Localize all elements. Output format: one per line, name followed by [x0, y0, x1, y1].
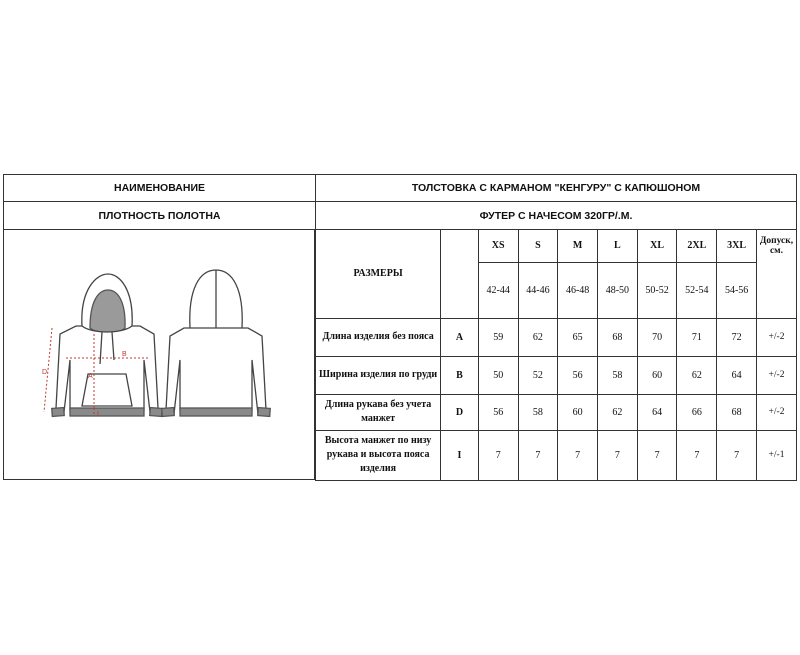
- cell-value: 50: [478, 356, 518, 394]
- density-row: [3, 202, 797, 230]
- cell-value: 66: [677, 394, 717, 430]
- cell-value: 7: [558, 430, 598, 480]
- marker-d: D: [42, 369, 48, 376]
- cell-value: 7: [717, 430, 757, 480]
- cell-value: 56: [478, 394, 518, 430]
- size-ru-xl: 50-52: [637, 262, 677, 318]
- cell-value: 62: [598, 394, 638, 430]
- cell-value: 56: [558, 356, 598, 394]
- row-code: D: [441, 394, 479, 430]
- size-ru-3xl: 54-56: [717, 262, 757, 318]
- cell-value: 7: [478, 430, 518, 480]
- code-header: [441, 230, 479, 318]
- row-code: A: [441, 318, 479, 356]
- product-name: ТОЛСТОВКА С КАРМАНОМ "КЕНГУРУ" С КАПЮШОНОМ: [315, 174, 797, 202]
- cell-value: 62: [677, 356, 717, 394]
- cell-value: 59: [478, 318, 518, 356]
- cell-value: 60: [558, 394, 598, 430]
- table-row: [316, 430, 797, 480]
- size-letters-row: [316, 230, 797, 262]
- size-chart-sheet: [3, 174, 797, 480]
- size-ru-s: 44-46: [518, 262, 558, 318]
- row-label: Длина изделия без пояса: [316, 318, 441, 356]
- size-letter-3xl: 3XL: [717, 230, 757, 262]
- cell-value: 7: [518, 430, 558, 480]
- size-letter-xs: XS: [478, 230, 518, 262]
- row-tolerance: +/-2: [757, 394, 797, 430]
- name-row: [3, 174, 797, 202]
- row-label: Длина рукава без учета манжет: [316, 394, 441, 430]
- size-ru-xs: 42-44: [478, 262, 518, 318]
- row-tolerance: +/-2: [757, 318, 797, 356]
- cell-value: 64: [717, 356, 757, 394]
- cell-value: 70: [637, 318, 677, 356]
- cell-value: 7: [598, 430, 638, 480]
- row-tolerance: +/-2: [757, 356, 797, 394]
- hoodie-drawing: [4, 230, 314, 478]
- size-letter-xl: XL: [637, 230, 677, 262]
- size-ru-l: 48-50: [598, 262, 638, 318]
- size-letter-l: L: [598, 230, 638, 262]
- size-ru-2xl: 52-54: [677, 262, 717, 318]
- tolerance-header: Допуск, см.: [757, 230, 797, 318]
- size-letter-s: S: [518, 230, 558, 262]
- cell-value: 7: [677, 430, 717, 480]
- cell-value: 62: [518, 318, 558, 356]
- row-code: B: [441, 356, 479, 394]
- marker-a: A: [88, 373, 93, 380]
- sizes-label: РАЗМЕРЫ: [316, 230, 441, 318]
- cell-value: 65: [558, 318, 598, 356]
- cell-value: 58: [598, 356, 638, 394]
- cell-value: 64: [637, 394, 677, 430]
- size-table-area: [3, 230, 797, 480]
- row-tolerance: +/-1: [757, 430, 797, 480]
- size-ru-m: 46-48: [558, 262, 598, 318]
- cell-value: 52: [518, 356, 558, 394]
- cell-value: 71: [677, 318, 717, 356]
- cell-value: 72: [717, 318, 757, 356]
- cell-value: 7: [637, 430, 677, 480]
- cell-value: 60: [637, 356, 677, 394]
- row-label: Высота манжет по низу рукава и высота пояса изделия: [316, 430, 441, 480]
- size-table: [315, 230, 797, 481]
- cell-value: 68: [717, 394, 757, 430]
- cell-value: 58: [518, 394, 558, 430]
- cell-value: 68: [598, 318, 638, 356]
- table-row: [316, 318, 797, 356]
- density-label: ПЛОТНОСТЬ ПОЛОТНА: [3, 202, 316, 230]
- size-letter-2xl: 2XL: [677, 230, 717, 262]
- name-label: НАИМЕНОВАНИЕ: [3, 174, 316, 202]
- fabric-density: ФУТЕР С НАЧЕСОМ 320ГР/.М.: [315, 202, 797, 230]
- table-row: [316, 356, 797, 394]
- hoodie-front-view: [52, 274, 163, 416]
- row-code: I: [441, 430, 479, 480]
- table-row: [316, 394, 797, 430]
- hoodie-illustration: [3, 230, 315, 480]
- marker-b: B: [122, 351, 127, 358]
- row-label: Ширина изделия по груди: [316, 356, 441, 394]
- hoodie-back-view: [162, 270, 271, 416]
- marker-i: I: [97, 411, 99, 418]
- size-letter-m: M: [558, 230, 598, 262]
